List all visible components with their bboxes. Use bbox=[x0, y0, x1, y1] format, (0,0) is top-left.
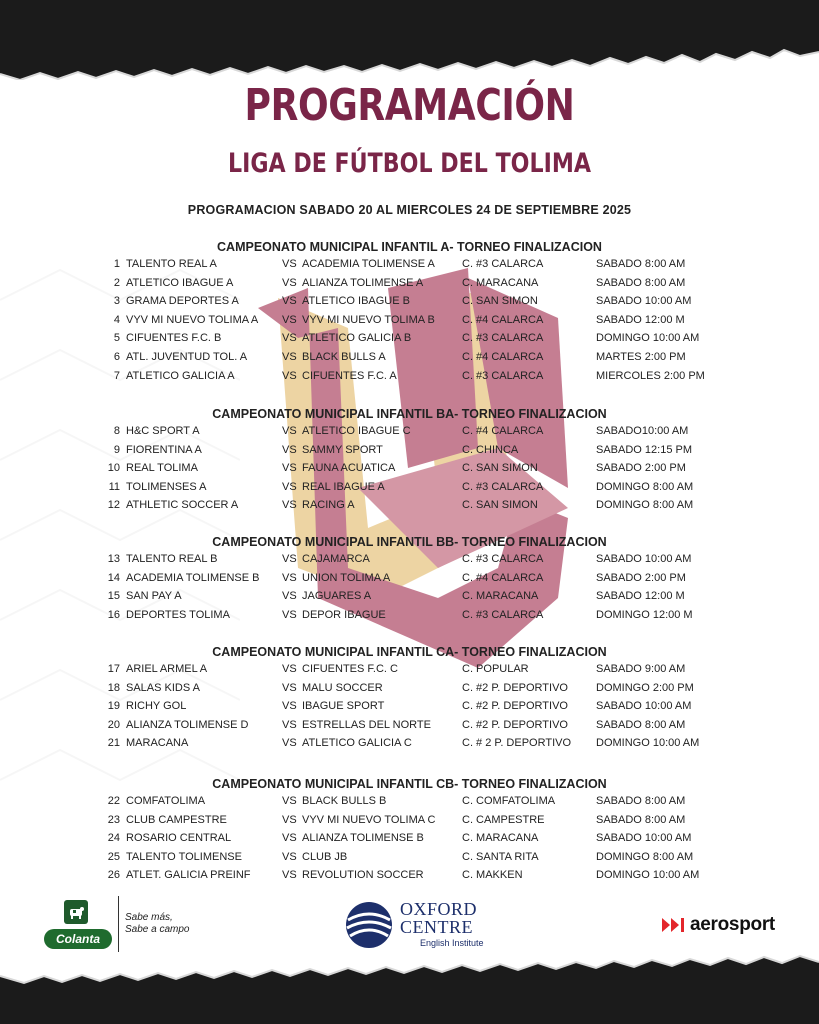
venue: C. #4 CALARCA bbox=[462, 350, 544, 363]
match-number: 5 bbox=[113, 332, 120, 345]
match-number: 4 bbox=[113, 313, 120, 326]
versus-label: VS bbox=[282, 718, 297, 731]
versus-label: VS bbox=[282, 553, 297, 565]
section-heading: CAMPEONATO MUNICIPAL INFANTIL BA- TORNEO FINALIZACION bbox=[212, 407, 607, 421]
versus-label: VS bbox=[282, 850, 297, 863]
home-team: ATL. JUVENTUD TOL. A bbox=[126, 350, 248, 363]
match-number: 2 bbox=[113, 276, 120, 289]
versus-label: VS bbox=[282, 813, 297, 826]
venue: C. #3 CALARCA bbox=[462, 553, 544, 565]
match-number: 12 bbox=[107, 499, 120, 512]
home-team: ATHLETIC SOCCER A bbox=[126, 499, 239, 512]
section-heading: CAMPEONATO MUNICIPAL INFANTIL A- TORNEO FINALIZACION bbox=[217, 240, 602, 254]
venue: C. MAKKEN bbox=[462, 869, 523, 882]
match-time: SABADO 10:00 AM bbox=[596, 553, 692, 565]
match-number: 18 bbox=[107, 681, 120, 694]
section-heading: CAMPEONATO MUNICIPAL INFANTIL CA- TORNEO FINALIZACION bbox=[212, 645, 607, 659]
home-team: TALENTO TOLIMENSE bbox=[126, 850, 242, 863]
match-time: SABADO 8:00 AM bbox=[596, 718, 686, 731]
away-team: ACADEMIA TOLIMENSE A bbox=[302, 258, 435, 270]
away-team: UNION TOLIMA A bbox=[302, 571, 391, 584]
match-number: 14 bbox=[107, 571, 120, 584]
page-title: PROGRAMACIÓN bbox=[244, 80, 575, 131]
match-row bbox=[0, 661, 819, 680]
venue: C. #2 P. DEPORTIVO bbox=[462, 700, 568, 713]
match-time: DOMINGO 2:00 PM bbox=[596, 681, 694, 694]
home-team: TOLIMENSES A bbox=[126, 480, 207, 493]
match-number: 20 bbox=[107, 718, 120, 731]
match-time: SABADO 2:00 PM bbox=[596, 571, 686, 584]
home-team: ATLETICO IBAGUE A bbox=[126, 276, 234, 289]
tournament-section bbox=[0, 405, 819, 516]
globe-icon bbox=[344, 900, 394, 950]
versus-label: VS bbox=[282, 832, 297, 845]
match-number: 26 bbox=[107, 869, 120, 882]
venue: C. CAMPESTRE bbox=[462, 813, 545, 826]
venue: C. #3 CALARCA bbox=[462, 480, 544, 493]
match-time: SABADO 8:00 AM bbox=[596, 258, 686, 270]
home-team: DEPORTES TOLIMA bbox=[126, 608, 230, 621]
match-row bbox=[0, 812, 819, 831]
match-row bbox=[0, 717, 819, 736]
tournament-section bbox=[0, 238, 819, 386]
match-time: SABADO10:00 AM bbox=[596, 425, 689, 437]
match-time: DOMINGO 10:00 AM bbox=[596, 332, 700, 345]
match-number: 10 bbox=[107, 462, 120, 475]
match-time: SABADO 8:00 AM bbox=[596, 276, 686, 289]
match-row bbox=[0, 849, 819, 868]
match-time: SABADO 8:00 AM bbox=[596, 795, 686, 807]
match-time: SABADO 12:00 M bbox=[596, 313, 685, 326]
match-number: 1 bbox=[113, 258, 120, 270]
home-team: TALENTO REAL B bbox=[126, 553, 218, 565]
tournament-section bbox=[0, 533, 819, 625]
away-team: REAL IBAGUE A bbox=[302, 480, 385, 493]
oxford-name-line2: CENTRE bbox=[400, 917, 473, 937]
match-time: DOMINGO 12:00 M bbox=[596, 608, 693, 621]
oxford-wordmark bbox=[400, 900, 477, 936]
oxford-subtitle: English Institute bbox=[420, 938, 484, 948]
match-number: 17 bbox=[107, 663, 120, 675]
versus-label: VS bbox=[282, 700, 297, 713]
match-row bbox=[0, 735, 819, 754]
home-team: GRAMA DEPORTES A bbox=[126, 295, 239, 308]
match-row bbox=[0, 607, 819, 626]
home-team: RICHY GOL bbox=[126, 700, 187, 713]
versus-label: VS bbox=[282, 737, 297, 750]
sponsor-divider bbox=[118, 896, 119, 952]
venue: C. #4 CALARCA bbox=[462, 313, 544, 326]
away-team: RACING A bbox=[302, 499, 355, 512]
match-number: 7 bbox=[113, 369, 120, 382]
versus-label: VS bbox=[282, 795, 297, 807]
match-number: 16 bbox=[107, 608, 120, 621]
away-team: FAUNA ACUATICA bbox=[302, 462, 396, 475]
venue: C. POPULAR bbox=[462, 663, 529, 675]
away-team: CLUB JB bbox=[302, 850, 348, 863]
home-team: CLUB CAMPESTRE bbox=[126, 813, 227, 826]
colanta-logo bbox=[44, 900, 112, 950]
home-team: COMFATOLIMA bbox=[126, 795, 206, 807]
home-team: CIFUENTES F.C. B bbox=[126, 332, 222, 345]
match-row bbox=[0, 551, 819, 570]
match-row bbox=[0, 867, 819, 886]
match-row bbox=[0, 680, 819, 699]
match-row bbox=[0, 497, 819, 516]
venue: C. #4 CALARCA bbox=[462, 571, 544, 584]
match-row bbox=[0, 349, 819, 368]
venue: C. COMFATOLIMA bbox=[462, 795, 556, 807]
venue: C. #2 P. DEPORTIVO bbox=[462, 718, 568, 731]
venue: C. MARACANA bbox=[462, 832, 539, 845]
aerosport-wordmark: aerosport bbox=[690, 914, 775, 935]
match-number: 9 bbox=[113, 443, 120, 456]
match-row bbox=[0, 256, 819, 275]
venue: C. #2 P. DEPORTIVO bbox=[462, 681, 568, 694]
match-time: DOMINGO 8:00 AM bbox=[596, 499, 694, 512]
away-team: CIFUENTES F.C. A bbox=[302, 369, 397, 382]
match-time: SABADO 2:00 PM bbox=[596, 462, 686, 475]
away-team: JAGUARES A bbox=[302, 590, 372, 603]
match-row bbox=[0, 698, 819, 717]
match-row bbox=[0, 368, 819, 387]
match-row bbox=[0, 312, 819, 331]
match-row bbox=[0, 460, 819, 479]
home-team: VYV MI NUEVO TOLIMA A bbox=[126, 313, 259, 326]
match-number: 3 bbox=[113, 295, 120, 308]
venue: C. MARACANA bbox=[462, 276, 539, 289]
match-time: SABADO 12:00 M bbox=[596, 590, 685, 603]
versus-label: VS bbox=[282, 276, 297, 289]
fast-forward-icon bbox=[662, 918, 688, 932]
venue: C. # 2 P. DEPORTIVO bbox=[462, 737, 572, 750]
home-team: ATLETICO GALICIA A bbox=[126, 369, 235, 382]
match-time: SABADO 9:00 AM bbox=[596, 663, 686, 675]
schedule-period: PROGRAMACION SABADO 20 AL MIERCOLES 24 DE SEPTIEMBRE 2025 bbox=[187, 203, 632, 217]
home-team: REAL TOLIMA bbox=[126, 462, 198, 475]
home-team: MARACANA bbox=[126, 737, 189, 750]
away-team: ATLETICO IBAGUE C bbox=[302, 425, 411, 437]
torn-paper-bottom bbox=[0, 954, 819, 1024]
match-time: DOMINGO 10:00 AM bbox=[596, 869, 700, 882]
tournament-section bbox=[0, 775, 819, 886]
match-row bbox=[0, 330, 819, 349]
match-number: 25 bbox=[107, 850, 120, 863]
away-team: MALU SOCCER bbox=[302, 681, 383, 694]
versus-label: VS bbox=[282, 499, 297, 512]
versus-label: VS bbox=[282, 332, 297, 345]
torn-paper-top bbox=[0, 0, 819, 80]
match-row bbox=[0, 570, 819, 589]
versus-label: VS bbox=[282, 480, 297, 493]
versus-label: VS bbox=[282, 462, 297, 475]
home-team: ACADEMIA TOLIMENSE B bbox=[126, 571, 260, 584]
venue: C. MARACANA bbox=[462, 590, 539, 603]
match-number: 11 bbox=[108, 480, 120, 493]
match-time: SABADO 12:15 PM bbox=[596, 443, 692, 456]
match-row bbox=[0, 293, 819, 312]
venue: C. SAN SIMON bbox=[462, 462, 538, 475]
oxford-name-line1: OXFORD bbox=[400, 899, 478, 919]
away-team: DEPOR IBAGUE bbox=[302, 608, 386, 621]
section-heading: CAMPEONATO MUNICIPAL INFANTIL BB- TORNEO FINALIZACION bbox=[212, 535, 607, 549]
venue: C. #3 CALARCA bbox=[462, 332, 544, 345]
match-number: 8 bbox=[113, 425, 120, 437]
venue: C. #3 CALARCA bbox=[462, 369, 544, 382]
sponsor-bar bbox=[0, 890, 819, 960]
section-heading: CAMPEONATO MUNICIPAL INFANTIL CB- TORNEO FINALIZACION bbox=[212, 777, 607, 791]
match-time: SABADO 10:00 AM bbox=[596, 832, 692, 845]
match-time: DOMINGO 10:00 AM bbox=[596, 737, 700, 750]
away-team: ATLETICO GALICIA B bbox=[302, 332, 412, 345]
versus-label: VS bbox=[282, 425, 297, 437]
away-team: BLACK BULLS B bbox=[302, 795, 387, 807]
home-team: H&C SPORT A bbox=[126, 425, 200, 437]
versus-label: VS bbox=[282, 590, 297, 603]
match-time: SABADO 10:00 AM bbox=[596, 295, 692, 308]
match-number: 15 bbox=[107, 590, 120, 603]
away-team: VYV MI NUEVO TOLIMA B bbox=[302, 313, 435, 326]
match-time: DOMINGO 8:00 AM bbox=[596, 480, 694, 493]
away-team: ALIANZA TOLIMENSE A bbox=[302, 276, 424, 289]
venue: C. SANTA RITA bbox=[462, 850, 539, 863]
away-team: ESTRELLAS DEL NORTE bbox=[302, 718, 431, 731]
home-team: ARIEL ARMEL A bbox=[126, 663, 208, 675]
away-team: BLACK BULLS A bbox=[302, 350, 386, 363]
home-team: TALENTO REAL A bbox=[126, 258, 217, 270]
match-number: 22 bbox=[107, 795, 120, 807]
match-time: MIERCOLES 2:00 PM bbox=[596, 369, 705, 382]
home-team: SALAS KIDS A bbox=[126, 681, 200, 694]
home-team: SAN PAY A bbox=[126, 590, 182, 603]
versus-label: VS bbox=[282, 681, 297, 694]
away-team: SAMMY SPORT bbox=[302, 443, 383, 456]
match-row bbox=[0, 423, 819, 442]
match-number: 21 bbox=[107, 737, 120, 750]
match-row bbox=[0, 442, 819, 461]
colanta-tagline-line1: Sabe más, bbox=[125, 912, 173, 923]
colanta-tagline bbox=[125, 912, 190, 936]
away-team: ALIANZA TOLIMENSE B bbox=[302, 832, 424, 845]
match-time: DOMINGO 8:00 AM bbox=[596, 850, 694, 863]
venue: C. CHINCA bbox=[462, 443, 519, 456]
away-team: CAJAMARCA bbox=[302, 553, 370, 565]
versus-label: VS bbox=[282, 608, 297, 621]
match-number: 13 bbox=[107, 553, 120, 565]
match-row bbox=[0, 793, 819, 812]
league-subtitle: LIGA DE FÚTBOL DEL TOLIMA bbox=[227, 148, 592, 179]
home-team: FIORENTINA A bbox=[126, 443, 202, 456]
match-row bbox=[0, 275, 819, 294]
match-number: 6 bbox=[113, 350, 120, 363]
tournament-section bbox=[0, 643, 819, 754]
venue: C. #3 CALARCA bbox=[462, 608, 544, 621]
versus-label: VS bbox=[282, 663, 297, 675]
versus-label: VS bbox=[282, 571, 297, 584]
home-team: ALIANZA TOLIMENSE D bbox=[126, 718, 249, 731]
venue: C. SAN SIMON bbox=[462, 295, 538, 308]
versus-label: VS bbox=[282, 350, 297, 363]
away-team: ATLETICO IBAGUE B bbox=[302, 295, 410, 308]
versus-label: VS bbox=[282, 443, 297, 456]
cow-icon bbox=[64, 900, 88, 924]
match-row bbox=[0, 588, 819, 607]
match-time: SABADO 10:00 AM bbox=[596, 700, 692, 713]
match-row bbox=[0, 479, 819, 498]
home-team: ROSARIO CENTRAL bbox=[126, 832, 232, 845]
venue: C. #4 CALARCA bbox=[462, 425, 544, 437]
away-team: REVOLUTION SOCCER bbox=[302, 869, 424, 882]
match-number: 24 bbox=[107, 832, 120, 845]
versus-label: VS bbox=[282, 869, 297, 882]
away-team: CIFUENTES F.C. C bbox=[302, 663, 398, 675]
away-team: IBAGUE SPORT bbox=[302, 700, 385, 713]
match-number: 23 bbox=[107, 813, 120, 826]
colanta-wordmark: Colanta bbox=[44, 929, 112, 949]
match-number: 19 bbox=[107, 700, 120, 713]
versus-label: VS bbox=[282, 369, 297, 382]
away-team: VYV MI NUEVO TOLIMA C bbox=[302, 813, 436, 826]
versus-label: VS bbox=[282, 258, 297, 270]
away-team: ATLETICO GALICIA C bbox=[302, 737, 412, 750]
match-time: MARTES 2:00 PM bbox=[596, 350, 686, 363]
versus-label: VS bbox=[282, 295, 297, 308]
home-team: ATLET. GALICIA PREINF bbox=[126, 869, 251, 882]
venue: C. #3 CALARCA bbox=[462, 258, 544, 270]
match-time: SABADO 8:00 AM bbox=[596, 813, 686, 826]
versus-label: VS bbox=[282, 313, 297, 326]
venue: C. SAN SIMON bbox=[462, 499, 538, 512]
match-row bbox=[0, 830, 819, 849]
colanta-tagline-line2: Sabe a campo bbox=[125, 924, 190, 935]
